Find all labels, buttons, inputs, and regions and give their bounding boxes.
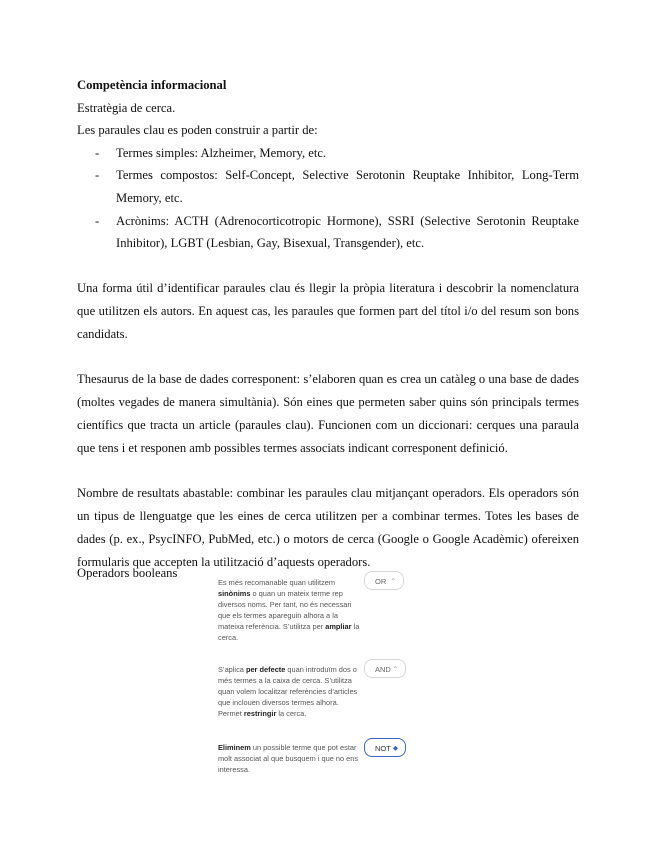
paragraph-thesaurus: Thesaurus de la base de dades corresponent: s’elaboren quan es crea un catàleg o una base de dades (moltes vegades de manera simultània). Són eines que permeten saber quins són principals termes científics que tracta un article (paraules clau). Funcionen com un diccionari: cerques una paraula que tens i et responen amb possibles termes associats indicant corresponent definició.	[77, 371, 579, 455]
chevron-icon: ⌃	[392, 666, 398, 673]
list-item: - Termes compostos: Self-Concept, Selective Serotonin Reuptake Inhibitor, Long-Term Memory, etc.	[95, 168, 579, 205]
list-item: - Acrònims: ACTH (Adrenocorticotropic Hormone), SSRI (Selective Serotonin Reuptake Inhibitor), LGBT (Lesbian, Gay, Bisexual, Transgender), etc.	[95, 213, 579, 251]
document-body	[77, 74, 579, 574]
and-operator-select[interactable]: AND ⌃	[364, 659, 406, 678]
paragraph-operators: Nombre de resultats abastable: combinar les paraules clau mitjançant operadors. Els operadors són un tipus de llenguatge que les eines de cerca utilitzen per a combinar termes. Totes les bases de dades (p. ex., PsycINFO, PubMed, etc.) o motors de cerca (Google o Google Acadèmic) ofereixen formularis que accepten la utilització d’aquests operadors.	[77, 485, 579, 569]
paragraph-keywords: Una forma útil d’identificar paraules clau és llegir la pròpia literatura i descobrir la nomenclatura que utilitzen els autors. En aquest cas, les paraules que formen part del títol i/o del resum son bons candidats.	[77, 280, 579, 341]
and-operator-description: S’aplica per defecte quan introduïm dos o més termes a la caixa de cerca. S’utilitza quan volem localitzar referències d’articles que inclouen diversos termes alhora. Permet restringir la cerca.	[218, 665, 358, 718]
keyword-list	[77, 142, 579, 255]
not-operator-select[interactable]: NOT ◆	[364, 738, 406, 757]
or-operator-description: Es més recomanable quan utilitzem sinònims o quan un mateix terme rep diversos noms. Per tant, no és necessari que els termes apareguin alhora a la mateixa referència. S’utilitza per ampliar la cerca.	[218, 578, 360, 642]
chevron-icon: ⌃	[390, 578, 396, 585]
subheading: Estratègia de cerca.	[77, 100, 176, 115]
boolean-operators-label: Operadors booleans	[77, 566, 178, 580]
section-heading: Competència informacional	[77, 78, 227, 92]
not-operator-description: Eliminem un possible terme que pot estar molt associat al que busquem i que no ens interessa.	[218, 743, 359, 774]
diamond-icon: ◆	[393, 745, 398, 752]
or-operator-select[interactable]: OR ⌃	[364, 571, 404, 590]
list-item: - Termes simples: Alzheimer, Memory, etc.	[95, 145, 327, 160]
intro-text: Les paraules clau es poden construir a partir de:	[77, 123, 318, 138]
